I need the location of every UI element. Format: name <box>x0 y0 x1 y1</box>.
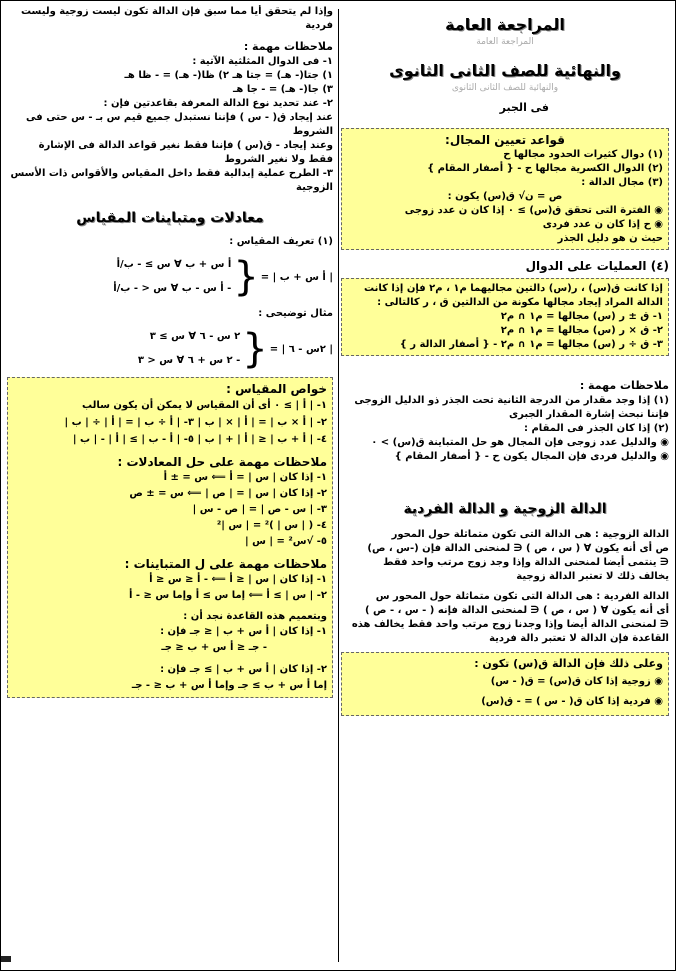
odd-condition: ◉ فردية إذا كان ق( - س ) = - ق(س) <box>481 696 663 707</box>
abs-example-case: - ٢ س + ٦ ∀ س < ٣ <box>137 355 241 366</box>
inequality-note: ٢- | س | ≥ أ ⟸ إما س ≥ أ وإما س ≤ - أ <box>128 590 327 601</box>
main-title-shadow: المراجعة العامة <box>476 37 534 47</box>
corner-mark <box>1 956 11 962</box>
even-function-text: ∈ ينتمى أيضا لمنحنى الدالة وإذا وجد زوج مرتب واحد فقط <box>383 557 669 568</box>
equation-note: ٣- | س - ص | = | ص - س | <box>192 504 327 515</box>
generalization-line: - جـ ≤ أ س + ب ≤ جـ <box>161 642 267 653</box>
subject-subtitle: فى الجبر <box>499 101 549 114</box>
odd-function-text: القاعدة فإن الدالة لا تعتبر دالة فردية <box>489 633 669 644</box>
odd-function-text: ∈ لمنحنى الدالة أيضا وإذا وجدنا زوج مرتب واحد فقط يخالف هذه <box>351 619 669 630</box>
abs-definition <box>7 253 333 301</box>
generalization-line: إما أ س + ب ≥ جـ وإما أ س + ب ≤ - جـ <box>131 680 327 691</box>
abs-example-case: ٢ س - ٦ ∀ س ≥ ٣ <box>149 331 241 342</box>
even-function-text: يخالف ذلك لا تعتبر الدالة زوجية <box>516 571 669 582</box>
domain-note: (٢) إذا كان الجذر فى المقام : <box>524 423 669 434</box>
abs-definition-lhs: | أ س + ب | = <box>260 271 333 283</box>
generalization-line: ١- إذا كان | أ س + ب | ≤ جـ فإن : <box>160 626 327 637</box>
operations-title: (٤) العمليات على الدوال <box>525 259 669 273</box>
absolute-value-title: معادلات ومتباينات المقياس <box>76 210 264 226</box>
equation-note: ١- إذا كان | س | = أ ⟸ س = ± أ <box>163 472 327 483</box>
even-odd-title: الدالة الزوجية و الدالة الفردية <box>403 501 607 517</box>
odd-function-text: أى أنه يكون ∀ ( س ، ص ) ∈ لمنحنى الدالة فإنه ( - س ، - ص ) <box>364 605 669 616</box>
trig-note: فقط ولا نغير الشروط <box>224 154 333 165</box>
abs-properties-header: خواص المقياس : <box>226 382 327 396</box>
trig-note: ٢- عند تحديد نوع الدالة المعرفة بقاعدتين فإن : <box>103 98 333 109</box>
domain-note: ◉ والدليل عدد زوجى فإن المجال هو حل المتباينة ق(س) > ٠ <box>371 437 669 448</box>
domain-note: ◉ والدليل فردى فإن المجال يكون ح - { أصفار المقام } <box>394 451 669 462</box>
domain-note: (١) إذا وجد مقدار من الدرجة الثانية تحت الجذر ذو الدليل الزوجى <box>354 395 669 406</box>
main-title-line2-shadow: والنهائية للصف الثانى الثانوى <box>451 83 559 93</box>
even-function-text: ص أى أنه يكون ∀ ( س ، ص ) ∈ لمنحنى الدالة فإن (-س ، ص) <box>367 543 669 554</box>
domain-rule: ص = ن√ ق(س) يكون : <box>447 191 563 202</box>
abs-definition-label: (١) تعريف المقياس : <box>229 236 333 247</box>
even-function-text: الدالة الزوجية : هى الدالة التى تكون متماثلة حول المحور <box>391 529 669 540</box>
inequality-note: ١- إذا كان | س | ≤ أ ⟸ - أ ≤ س ≤ أ <box>149 574 327 585</box>
continuation-text: فردية <box>305 20 333 31</box>
trig-note: ٣) جا(- هـ) = - جا هـ <box>232 84 333 95</box>
trig-note: وعند إيجاد - ق(س ) فإننا فقط نغير قواعد الدالة فى الإشارة <box>38 140 333 151</box>
trig-note: ٣- الطرح عملية إبدالية فقط داخل المقياس والأقواس ذات الأسس <box>10 168 333 179</box>
brace-icon: { <box>242 326 268 372</box>
odd-function-text: الدالة الفردية : هى الدالة التى تكون متماثلة حول المحور س <box>375 591 669 602</box>
abs-properties-box <box>7 377 333 698</box>
domain-rule: حيث ن هو دليل الجذر <box>557 233 663 244</box>
trig-note: عند إيجاد ق( - س ) فإننا نستبدل جميع قيم س بـ - س حتى فى <box>26 112 333 123</box>
equation-note: ٤- ( | س | )² = | س |² <box>216 520 327 531</box>
domain-rules-header: قواعد تعيين المجال: <box>445 133 565 147</box>
column-divider <box>338 9 339 962</box>
main-title-line2: والنهائية للصف الثانى الثانوى <box>389 61 621 80</box>
domain-rules-box <box>341 128 669 250</box>
domain-rule: ◉ الفترة التى تحقق ق(س) ≥ ٠ إذا كان ن عدد زوجى <box>404 205 663 216</box>
trig-note: ١) جتا(- هـ) = جتا هـ ٢) ظا(- هـ) = - ظا هـ <box>124 70 333 81</box>
equation-note: ٥- √س² = | س | <box>244 536 327 547</box>
even-odd-summary-box <box>341 652 669 716</box>
trig-note: ١- فى الدوال المثلثية الآتية : <box>192 56 333 67</box>
domain-rule: ◉ ح إذا كان ن عدد فردى <box>542 219 663 230</box>
generalization-line: ٢- إذا كان | أ س + ب | ≥ جـ فإن : <box>160 664 327 675</box>
abs-definition-cases <box>113 253 231 301</box>
brace-icon: { <box>233 254 259 300</box>
trig-notes-title: ملاحظات مهمة : <box>243 40 333 53</box>
abs-property: ١- | أ | ≥ ٠ أى أن المقياس لا يمكن أن يكون سالب <box>81 400 327 411</box>
equations-notes-header: ملاحظات مهمة على حل المعادلات : <box>117 455 327 469</box>
operations-line: الدالة المراد إيجاد مجالها مكونة من الدالتين ق ، ر كالتالى : <box>377 297 663 308</box>
domain-notes-title: ملاحظات مهمة : <box>579 379 669 392</box>
operations-line: ٢- ق × ر (س) مجالها = م١ ∩ م٢ <box>500 325 663 336</box>
generalization-header: وبتعميم هذه القاعدة نجد أن : <box>183 611 327 622</box>
main-title: المراجعة العامة <box>445 15 565 34</box>
inequalities-notes-header: ملاحظات مهمة على ل المتباينات : <box>124 557 327 571</box>
operations-line: إذا كانت ق(س) ، ر(س) دالتين مجاليهما م١ ، م٢ فإن إذا كانت <box>363 283 663 294</box>
domain-note: فإننا نبحث إشارة المقدار الجبرى <box>508 409 669 420</box>
left-column <box>7 5 333 966</box>
abs-property: ٢- | أ × ب | = | أ | × | ب | ٣- | أ ÷ ب | = | أ | ÷ | ب | <box>64 417 327 428</box>
domain-rule: (٣) مجال الدالة : <box>581 177 663 188</box>
operations-box <box>341 278 669 356</box>
example-label: مثال توضيحى : <box>258 308 333 319</box>
abs-example <box>7 325 333 373</box>
abs-case: - أ س - ب ∀ س < - ب/أ <box>113 283 232 294</box>
even-condition: ◉ زوجية إذا كان ق(س) = ق( - س) <box>490 676 663 687</box>
equation-note: ٢- إذا كان | س | = | ص | ⟸ س = ± ص <box>129 488 327 499</box>
abs-case: أ س + ب ∀ س ≥ - ب/أ <box>116 259 232 270</box>
operations-line: ١- ق ± ر (س) مجالها = م١ ∩ م٢ <box>500 311 663 322</box>
domain-rule: (١) دوال كثيرات الحدود مجالها ح <box>503 149 663 160</box>
domain-rule: (٢) الدوال الكسرية مجالها ح - { أصفار المقام } <box>427 163 663 174</box>
even-odd-summary-header: وعلى ذلك فإن الدالة ق(س) تكون : <box>474 657 663 670</box>
trig-note: الزوجية <box>296 182 333 193</box>
continuation-text: وإذا لم يتحقق أيا مما سبق فإن الدالة تكون ليست زوجية وليست <box>20 6 333 17</box>
abs-property: ٤- | أ + ب | ≤ | أ | + | ب | ٥- | أ - ب | ≥ | أ | - | ب | <box>72 434 327 445</box>
trig-note: الشروط <box>292 126 333 137</box>
abs-example-cases <box>138 325 240 373</box>
abs-example-lhs: | ٢س - ٦ | = <box>269 343 333 355</box>
right-column <box>341 5 669 966</box>
operations-line: ٣- ق ÷ ر (س) مجالها = م١ ∩ م٢ - { أصفار الدالة ر } <box>399 339 663 350</box>
